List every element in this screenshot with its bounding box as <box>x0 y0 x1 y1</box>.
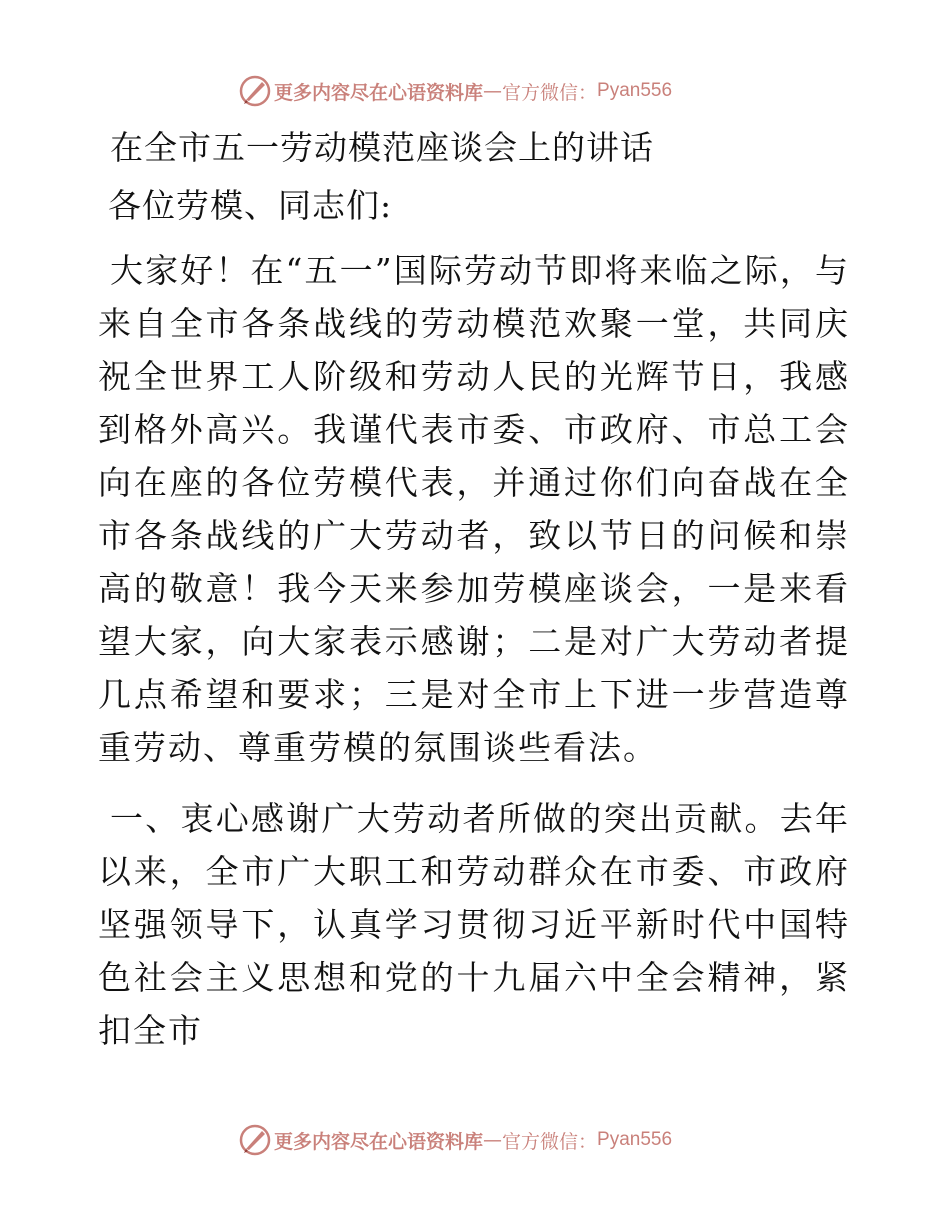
document-title: 在全市五一劳动模范座谈会上的讲话 <box>110 128 654 167</box>
document-salutation: 各位劳模、同志们: <box>108 186 393 225</box>
watermark-main-text: 更多内容尽在心语资料库 <box>274 81 484 104</box>
quill-pen-logo-icon <box>238 74 272 108</box>
watermark-wechat-id: Pyan556 <box>597 1129 673 1150</box>
paragraph-section-one: 一、衷心感谢广大劳动者所做的突出贡献。去年以来，全市广大职工和劳动群众在市委、市政府坚强领导下，认真学习贯彻习近平新时代中国特色社会主义思想和党的十九届六中全会精神，紧扣全市 <box>98 799 850 1050</box>
header-watermark-banner <box>238 74 672 108</box>
document-body <box>98 126 850 1075</box>
watermark-main-text: 更多内容尽在心语资料库 <box>274 1130 484 1153</box>
watermark-separator: — <box>483 80 503 102</box>
paragraph-intro: 大家好！在“五一”国际劳动节即将来临之际，与来自全市各条战线的劳动模范欢聚一堂，共同庆祝全世界工人阶级和劳动人民的光辉节日，我感到格外高兴。我谨代表市委、市政府、市总工会向在座的各位劳模代表，并通过你们向奋战在全市各条战线的广大劳动者，致以节日的问候和崇高的敬意！我今天来参加劳模座谈会，一是来看望大家，向大家表示感谢；二是对广大劳动者提几点希望和要求；三是对全市上下进一步营造尊重劳动、尊重劳模的氛围谈些看法。 <box>98 251 850 767</box>
footer-watermark-banner <box>238 1123 672 1157</box>
watermark-wechat-id: Pyan556 <box>597 80 673 101</box>
watermark-wechat-label: 官方微信： <box>502 1130 598 1153</box>
watermark-wechat-label: 官方微信： <box>502 81 598 104</box>
watermark-separator: — <box>483 1129 503 1151</box>
quill-pen-logo-icon <box>238 1123 272 1157</box>
